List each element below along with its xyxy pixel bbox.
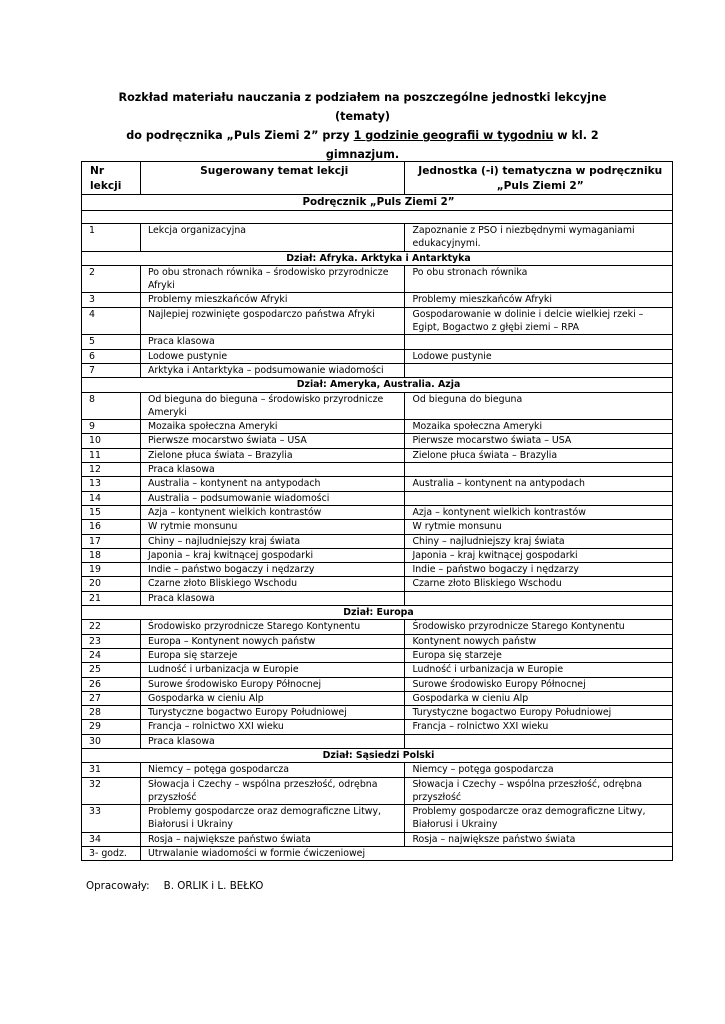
- lesson-topic-cell: Surowe środowisko Europy Północnej: [140, 677, 405, 691]
- document-title: [100, 88, 625, 164]
- textbook-unit-cell: Azja – kontynent wielkich kontrastów: [405, 505, 673, 519]
- lesson-topic-cell: Pierwsze mocarstwo świata – USA: [140, 434, 405, 448]
- textbook-unit-cell: Mozaika społeczna Ameryki: [405, 420, 673, 434]
- lesson-topic-cell: Japonia – kraj kwitnącej gospodarki: [140, 548, 405, 562]
- lesson-topic-cell: Francja – rolnictwo XXI wieku: [140, 720, 405, 734]
- table-body: [82, 195, 673, 861]
- lesson-number-cell: 22: [82, 620, 141, 634]
- textbook-row: [82, 195, 673, 211]
- textbook-unit-cell: Gospodarowanie w dolinie i delcie wielkiej rzeki – Egipt, Bogactwo z głębi ziemi – RPA: [405, 307, 673, 335]
- table-row: [82, 448, 673, 462]
- table-row: [82, 293, 673, 307]
- lesson-topic-cell: Rosja – największe państwo świata: [140, 832, 405, 846]
- table-row: [82, 620, 673, 634]
- lesson-topic-cell: Utrwalanie wiadomości w formie ćwiczeniowej: [140, 847, 672, 861]
- textbook-unit-cell: Zapoznanie z PSO i niezbędnymi wymaganiami edukacyjnymi.: [405, 224, 673, 252]
- lesson-topic-cell: Niemcy – potęga gospodarcza: [140, 763, 405, 777]
- lesson-number-cell: 2: [82, 265, 141, 293]
- table-row: [82, 505, 673, 519]
- textbook-unit-cell: Indie – państwo bogaczy i nędzarzy: [405, 563, 673, 577]
- textbook-unit-cell: Zielone płuca świata – Brazylia: [405, 448, 673, 462]
- lesson-topic-cell: Australia – podsumowanie wiadomości: [140, 491, 405, 505]
- header-textbook-unit: Jednostka (-i) tematyczna w podręczniku „Puls Ziemi 2”: [405, 162, 673, 195]
- title-line-2-underlined: 1 godzinie geografii w tygodniu: [353, 129, 554, 142]
- lesson-number-cell: 16: [82, 520, 141, 534]
- lesson-topic-cell: Po obu stronach równika – środowisko przyrodnicze Afryki: [140, 265, 405, 293]
- lesson-topic-cell: Europa się starzeje: [140, 648, 405, 662]
- author-names: B. ORLIK i L. BEŁKO: [163, 880, 264, 892]
- textbook-unit-cell: Niemcy – potęga gospodarcza: [405, 763, 673, 777]
- table-row: [82, 392, 673, 420]
- textbook-unit-cell: Problemy mieszkańców Afryki: [405, 293, 673, 307]
- textbook-unit-cell: W rytmie monsunu: [405, 520, 673, 534]
- spacer-row: [82, 211, 673, 224]
- table-row: [82, 706, 673, 720]
- table-row: [82, 491, 673, 505]
- lesson-topic-cell: Lodowe pustynie: [140, 349, 405, 363]
- table-row: [82, 548, 673, 562]
- title-line-2: [100, 126, 625, 164]
- textbook-unit-cell: Kontynent nowych państw: [405, 634, 673, 648]
- textbook-unit-cell: [405, 734, 673, 748]
- lesson-topic-cell: Od bieguna do bieguna – środowisko przyrodnicze Ameryki: [140, 392, 405, 420]
- table-row: [82, 534, 673, 548]
- lesson-topic-cell: Indie – państwo bogaczy i nędzarzy: [140, 563, 405, 577]
- lesson-number-cell: 8: [82, 392, 141, 420]
- lesson-number-cell: 7: [82, 363, 141, 377]
- textbook-unit-cell: [405, 463, 673, 477]
- lesson-topic-cell: Gospodarka w cieniu Alp: [140, 691, 405, 705]
- lesson-number-cell: 9: [82, 420, 141, 434]
- lesson-topic-cell: Turystyczne bogactwo Europy Południowej: [140, 706, 405, 720]
- lesson-topic-cell: Chiny – najludniejszy kraj świata: [140, 534, 405, 548]
- table-row: [82, 591, 673, 605]
- lesson-topic-cell: Europa – Kontynent nowych państw: [140, 634, 405, 648]
- textbook-title: Podręcznik „Puls Ziemi 2”: [82, 195, 673, 211]
- lesson-topic-cell: Mozaika społeczna Ameryki: [140, 420, 405, 434]
- textbook-unit-cell: Surowe środowisko Europy Północnej: [405, 677, 673, 691]
- table-row: [82, 307, 673, 335]
- table-row: [82, 577, 673, 591]
- lesson-number-cell: 6: [82, 349, 141, 363]
- lesson-number-cell: 27: [82, 691, 141, 705]
- title-line-2-end: w kl. 2 gimnazjum.: [325, 129, 599, 161]
- lesson-number-cell: 13: [82, 477, 141, 491]
- header-suggested-topic: Sugerowany temat lekcji: [140, 162, 405, 195]
- table-row: [82, 763, 673, 777]
- section-title: Dział: Sąsiedzi Polski: [82, 748, 673, 762]
- table-row: [82, 663, 673, 677]
- textbook-unit-cell: Pierwsze mocarstwo świata – USA: [405, 434, 673, 448]
- table-row: [82, 463, 673, 477]
- lesson-number-cell: 32: [82, 777, 141, 805]
- textbook-unit-cell: Środowisko przyrodnicze Starego Kontynentu: [405, 620, 673, 634]
- textbook-unit-cell: Lodowe pustynie: [405, 349, 673, 363]
- lesson-number-cell: 26: [82, 677, 141, 691]
- lesson-topic-cell: Środowisko przyrodnicze Starego Kontynentu: [140, 620, 405, 634]
- lesson-number-cell: 17: [82, 534, 141, 548]
- textbook-unit-cell: Japonia – kraj kwitnącej gospodarki: [405, 548, 673, 562]
- textbook-unit-cell: [405, 335, 673, 349]
- lesson-number-cell: 5: [82, 335, 141, 349]
- lesson-topic-cell: Praca klasowa: [140, 734, 405, 748]
- textbook-unit-cell: [405, 363, 673, 377]
- textbook-unit-cell: Turystyczne bogactwo Europy Południowej: [405, 706, 673, 720]
- author-label: Opracowały:: [86, 880, 150, 892]
- section-row: [82, 748, 673, 762]
- lesson-number-cell: 30: [82, 734, 141, 748]
- summary-row: [82, 847, 673, 861]
- lesson-number-cell: 31: [82, 763, 141, 777]
- lesson-number-cell: 29: [82, 720, 141, 734]
- lesson-number-cell: 4: [82, 307, 141, 335]
- section-title: Dział: Ameryka, Australia. Azja: [82, 378, 673, 392]
- lesson-topic-cell: Praca klasowa: [140, 463, 405, 477]
- section-title: Dział: Afryka. Arktyka i Antarktyka: [82, 251, 673, 265]
- textbook-unit-cell: [405, 491, 673, 505]
- lesson-topic-cell: Zielone płuca świata – Brazylia: [140, 448, 405, 462]
- lesson-number-cell: 3: [82, 293, 141, 307]
- table-row: [82, 477, 673, 491]
- lesson-number-cell: 3- godz.: [82, 847, 141, 861]
- lesson-number-cell: 19: [82, 563, 141, 577]
- title-line-2-start: do podręcznika „Puls Ziemi 2” przy: [126, 129, 354, 142]
- lesson-number-cell: 10: [82, 434, 141, 448]
- lesson-number-cell: 34: [82, 832, 141, 846]
- spacer-cell: [82, 211, 673, 224]
- lesson-number-cell: 24: [82, 648, 141, 662]
- lesson-topic-cell: Słowacja i Czechy – wspólna przeszłość, odrębna przyszłość: [140, 777, 405, 805]
- textbook-unit-cell: Problemy gospodarcze oraz demograficzne Litwy, Białorusi i Ukrainy: [405, 805, 673, 833]
- textbook-unit-cell: Gospodarka w cieniu Alp: [405, 691, 673, 705]
- table-row: [82, 720, 673, 734]
- table-row: [82, 563, 673, 577]
- table-row: [82, 691, 673, 705]
- table-row: [82, 434, 673, 448]
- lesson-number-cell: 23: [82, 634, 141, 648]
- table-row: [82, 420, 673, 434]
- section-row: [82, 251, 673, 265]
- textbook-unit-cell: Ludność i urbanizacja w Europie: [405, 663, 673, 677]
- lesson-number-cell: 21: [82, 591, 141, 605]
- lesson-topic-cell: Lekcja organizacyjna: [140, 224, 405, 252]
- lesson-topic-cell: Problemy mieszkańców Afryki: [140, 293, 405, 307]
- section-row: [82, 378, 673, 392]
- textbook-unit-cell: Australia – kontynent na antypodach: [405, 477, 673, 491]
- lesson-number-cell: 25: [82, 663, 141, 677]
- table-row: [82, 805, 673, 833]
- textbook-unit-cell: Francja – rolnictwo XXI wieku: [405, 720, 673, 734]
- lesson-number-cell: 11: [82, 448, 141, 462]
- author-line: [86, 880, 263, 892]
- lesson-topic-cell: Azja – kontynent wielkich kontrastów: [140, 505, 405, 519]
- lesson-number-cell: 15: [82, 505, 141, 519]
- textbook-unit-cell: Po obu stronach równika: [405, 265, 673, 293]
- lesson-topic-cell: Australia – kontynent na antypodach: [140, 477, 405, 491]
- table-row: [82, 734, 673, 748]
- lesson-number-cell: 1: [82, 224, 141, 252]
- table-row: [82, 349, 673, 363]
- table-row: [82, 677, 673, 691]
- lesson-number-cell: 33: [82, 805, 141, 833]
- lesson-topic-cell: Praca klasowa: [140, 591, 405, 605]
- table-row: [82, 265, 673, 293]
- lesson-topic-cell: Najlepiej rozwinięte gospodarczo państwa Afryki: [140, 307, 405, 335]
- lesson-topic-cell: Arktyka i Antarktyka – podsumowanie wiadomości: [140, 363, 405, 377]
- table-row: [82, 634, 673, 648]
- table-row: [82, 777, 673, 805]
- lesson-topic-cell: Praca klasowa: [140, 335, 405, 349]
- lesson-topic-cell: Ludność i urbanizacja w Europie: [140, 663, 405, 677]
- lesson-number-cell: 14: [82, 491, 141, 505]
- lesson-topic-cell: W rytmie monsunu: [140, 520, 405, 534]
- lesson-number-cell: 28: [82, 706, 141, 720]
- table-header-row: [82, 162, 673, 195]
- textbook-unit-cell: Chiny – najludniejszy kraj świata: [405, 534, 673, 548]
- lesson-number-cell: 20: [82, 577, 141, 591]
- textbook-unit-cell: [405, 591, 673, 605]
- textbook-unit-cell: Czarne złoto Bliskiego Wschodu: [405, 577, 673, 591]
- textbook-unit-cell: Od bieguna do bieguna: [405, 392, 673, 420]
- lesson-number-cell: 12: [82, 463, 141, 477]
- lesson-topic-cell: Czarne złoto Bliskiego Wschodu: [140, 577, 405, 591]
- table-row: [82, 520, 673, 534]
- lesson-topic-cell: Problemy gospodarcze oraz demograficzne Litwy, Białorusi i Ukrainy: [140, 805, 405, 833]
- lesson-plan-table: [81, 161, 673, 861]
- header-lesson-number: Nr lekcji: [82, 162, 141, 195]
- lesson-number-cell: 18: [82, 548, 141, 562]
- table-row: [82, 648, 673, 662]
- table-row: [82, 224, 673, 252]
- section-row: [82, 606, 673, 620]
- section-title: Dział: Europa: [82, 606, 673, 620]
- textbook-unit-cell: Rosja – największe państwo świata: [405, 832, 673, 846]
- table-row: [82, 832, 673, 846]
- textbook-unit-cell: Europa się starzeje: [405, 648, 673, 662]
- table-row: [82, 363, 673, 377]
- textbook-unit-cell: Słowacja i Czechy – wspólna przeszłość, odrębna przyszłość: [405, 777, 673, 805]
- table-row: [82, 335, 673, 349]
- title-line-1: Rozkład materiału nauczania z podziałem na poszczególne jednostki lekcyjne (tematy): [118, 91, 607, 123]
